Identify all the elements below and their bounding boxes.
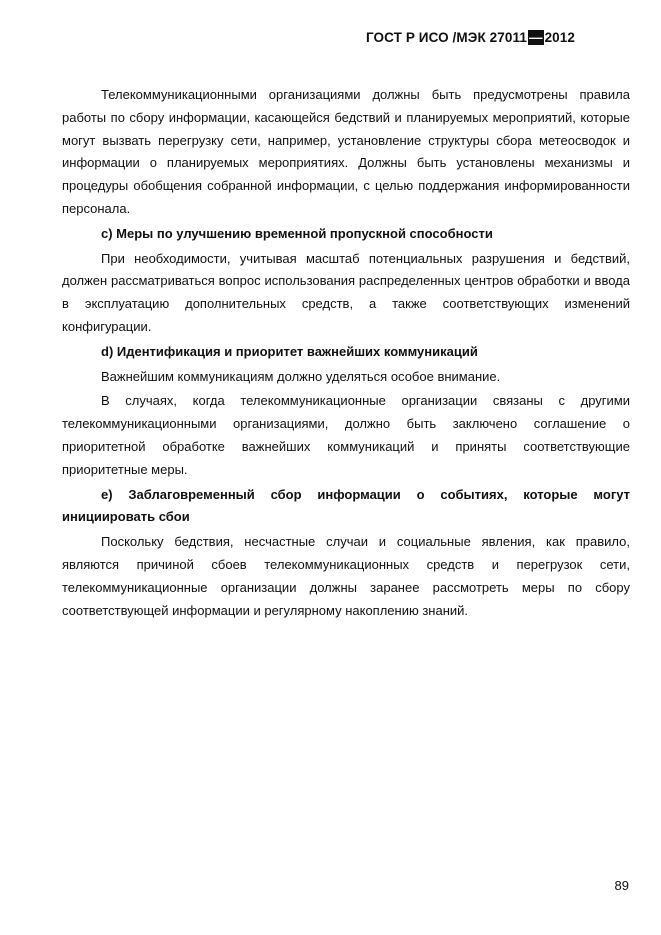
paragraph-knowledge-accumulation: Поскольку бедствия, несчастные случаи и социальные явления, как правило, являются причиной сбоев телекоммуникационных средств и перегрузок сети, телекоммуникационные организации должны заранее рассмотреть меры по сбору соответствующей информации и регулярному накоплению знаний. [62, 534, 630, 618]
heading-e-advance-collection: e) Заблаговременный сбор информации о событиях, которые могут инициировать сбои [62, 486, 630, 525]
page-number: 89 [614, 878, 629, 893]
paragraph-distributed-centers: При необходимости, учитывая масштаб потенциальных разрушения и бедствий, должен рассматриваться вопрос использования распределенных центров обработки и ввода в эксплуатацию дополнительных средств, а также соответствующих изменений конфигурации. [62, 250, 630, 334]
paragraph-agreement: В случаях, когда телекоммуникационные организации связаны с другими телекоммуникационными организациями, должно быть заключено соглашение о приоритетной обработке важнейших коммуникаций и приняты соответствующие приоритетные меры. [62, 393, 630, 477]
heading-d-priority: d) Идентификация и приоритет важнейших коммуникаций [101, 343, 478, 359]
document-body [62, 84, 630, 624]
heading-c-capacity: c) Меры по улучшению временной пропускной способности [101, 225, 493, 241]
standard-year: 2012 [544, 30, 575, 45]
standard-code: ГОСТ Р ИСО /МЭК 27011 [365, 30, 527, 45]
standard-code-dash: — [528, 30, 543, 45]
paragraph-special-attention: Важнейшим коммуникациям должно уделяться особое внимание. [101, 368, 501, 384]
document-header [366, 30, 575, 45]
paragraph-info-collection: Телекоммуникационными организациями должны быть предусмотрены правила работы по сбору информации, касающейся бедствий и планируемых мероприятий, которые могут вызвать перегрузку сети, например, установление структуры сбора метеосводок и информации о планируемых мероприятиях. Должны быть установлены механизмы и процедуры обобщения собранной информации, с целью поддержания информированности персонала. [62, 87, 630, 216]
